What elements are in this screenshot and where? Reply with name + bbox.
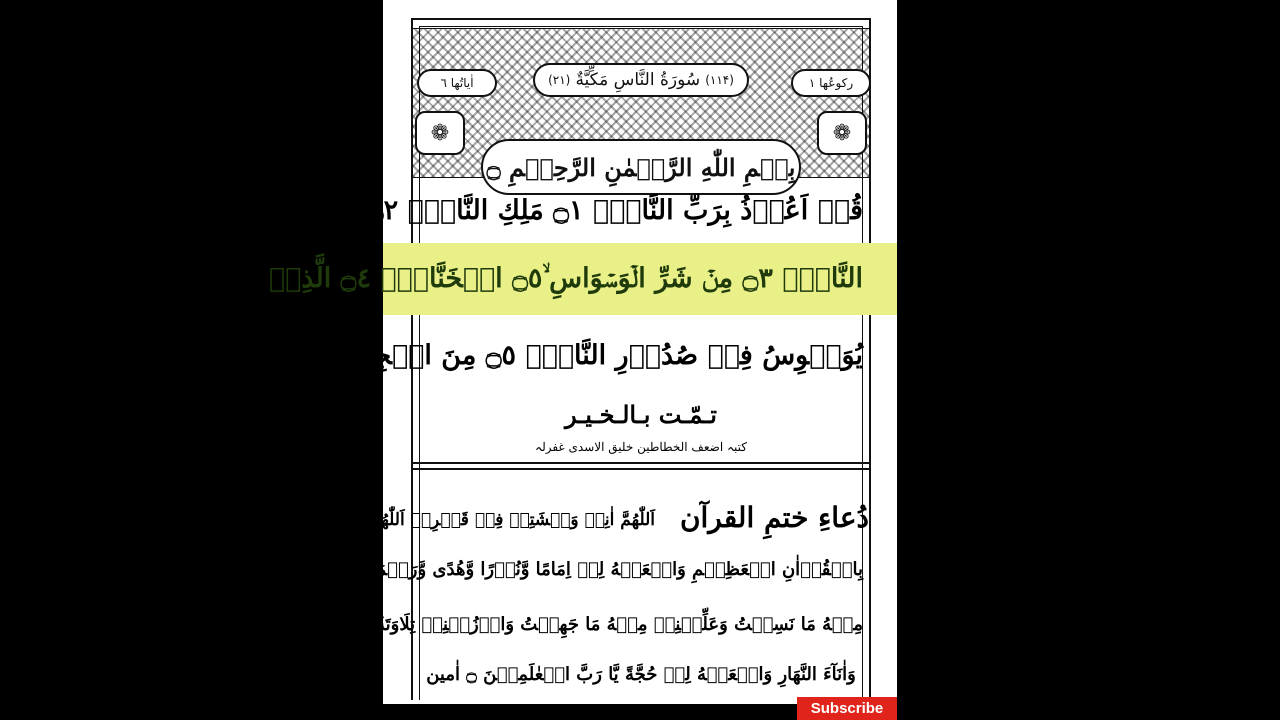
- surah-number: (۱۱۴): [705, 73, 734, 87]
- calligrapher-credit: کتبہ اضعف الخطاطین خلیق الاسدی غفرلہ: [535, 440, 747, 454]
- bismillah: بِسۡمِ اللّٰهِ الرَّحۡمٰنِ الرَّحِيۡمِ ۝: [486, 152, 796, 182]
- mushaf-page: [224, 0, 897, 704]
- ayat-count-label: اٰیاتُھا ٦: [440, 76, 474, 90]
- ayat-count-box: [417, 69, 497, 97]
- verse-line-3: يُوَسۡوِسُ فِىۡ صُدُوۡرِ النَّاسِۙ ۝٥ مِنَ الۡجِنَّةِ وَالنَّاسِ ۝٦: [224, 340, 863, 371]
- surah-title: سُورَةُ النَّاسِ مَكِّيَّةٌ: [575, 70, 701, 90]
- section-divider: [413, 462, 869, 464]
- subscribe-button[interactable]: Subscribe: [797, 697, 897, 720]
- dua-line-1: اَللّٰھُمَّ اٰنِسۡ وَحۡشَتِیۡ فِیۡ قَبۡرِیۡ اَللّٰھُمَّ ارۡحَمۡنِیۡ: [282, 510, 655, 530]
- dua-title: دُعاءِ ختمِ القرآن: [679, 501, 869, 534]
- flower-ornament-icon: ❁: [415, 111, 465, 155]
- tammat-bil-khair: تـمّـت بـالـخـيـر: [565, 400, 717, 429]
- ruku-count-label: رکوعُھا ١: [808, 76, 854, 90]
- verse-line-1: قُلۡ اَعُوۡذُ بِرَبِّ النَّاسِۙ ۝١ مَلِكِ النَّاسِۙ ۝٢ اِلٰهِ: [328, 195, 863, 226]
- dua-line-3: مِنۡهُ مَا نَسِیۡتُ وَعَلِّمۡنِیۡ مِنۡهُ مَا جَهِلۡتُ وَارۡزُقۡنِیۡ تِلَاوَتَهٗ اٰنَآءَ الَّیۡلِ: [293, 614, 863, 635]
- flower-ornament-icon: ❁: [817, 111, 867, 155]
- revelation-order: (۲۱): [548, 73, 571, 87]
- section-divider: [413, 468, 869, 470]
- surah-title-cartouche: [533, 63, 749, 97]
- ruku-count-box: [791, 69, 871, 97]
- verse-line-2: النَّاسِۙ ۝٣ مِنۡ شَرِّ الۡوَسۡوَاسِ ۙ۝٥ الۡخَنَّاسِۙ ۝٤ الَّذِىۡ: [268, 263, 863, 294]
- dua-line-2: بِالۡقُرۡاٰنِ الۡعَظِیۡمِ وَاجۡعَلۡهُ لِیۡ اِمَامًا وَّنُوۡرًا وَّهُدًی وَّرَحۡمَةً اَللّٰھُمَّ ذَکِّرۡنِیۡ: [253, 559, 863, 580]
- dua-line-4: وَاٰنَآءَ النَّهَارِ وَاجۡعَلۡهُ لِیۡ حُجَّةً یَّا رَبَّ الۡعٰلَمِیۡنَ ۝ اٰمین: [426, 664, 856, 685]
- ornamental-header: [413, 28, 869, 182]
